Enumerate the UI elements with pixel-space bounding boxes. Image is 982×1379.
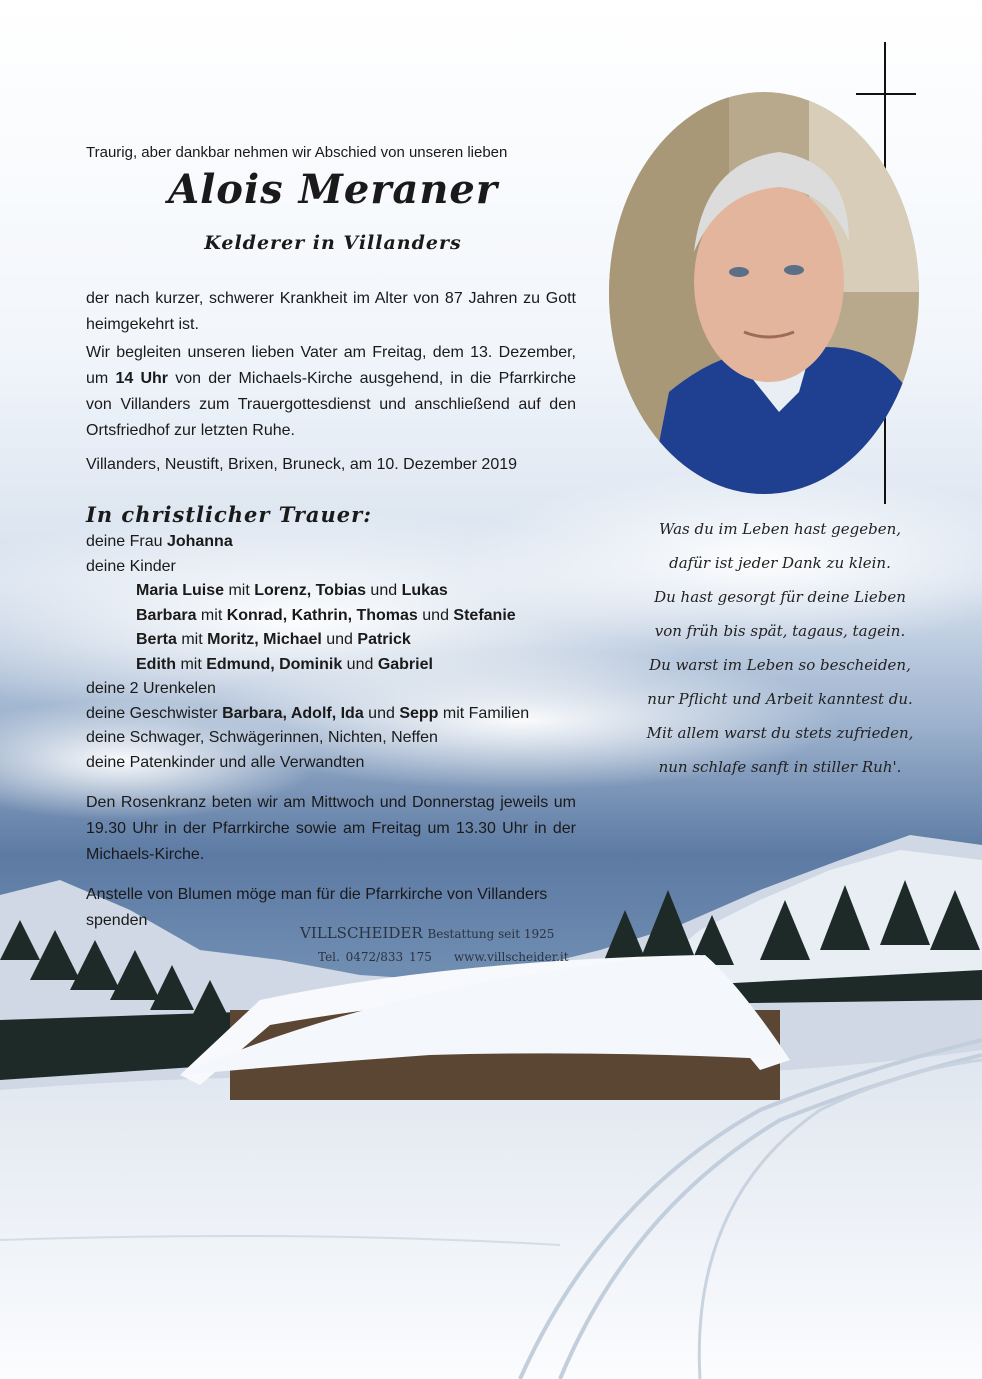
sibling-last: Sepp (399, 704, 439, 722)
child-name: Barbara (136, 606, 197, 624)
children-label: deine Kinder (86, 557, 176, 575)
poem-line: von früh bis spät, tagaus, tagein. (654, 622, 906, 640)
child-name: Berta (136, 631, 177, 648)
mit-word: mit (224, 582, 255, 599)
company-subtitle: Bestattung seit 1925 (427, 927, 555, 941)
poem-line: Mit allem warst du stets zufrieden, (646, 724, 914, 742)
portrait-photo (609, 92, 919, 494)
und-word: und (363, 704, 400, 722)
cross-icon-crossbar (856, 93, 916, 95)
child-name: Edith (136, 655, 176, 673)
great-grandchildren-row: deine 2 Urenkelen (86, 680, 216, 697)
deceased-name: Alois Meraner (168, 166, 498, 213)
mourners-list (86, 530, 586, 775)
wife-prefix: deine Frau (86, 533, 167, 550)
godchildren-row: deine Patenkinder und alle Verwandten (86, 753, 365, 771)
und-word: und (342, 655, 378, 673)
child-row (86, 653, 586, 678)
website-link[interactable]: www.villscheider.it (453, 950, 569, 964)
grandchild-last: Patrick (357, 631, 411, 648)
funeral-text-a: Wir begleiten unseren lieben Vater am Freitag, dem 13. Dezember, um (86, 344, 576, 387)
siblings-row (86, 702, 586, 727)
intro-text: Traurig, aber dankbar nehmen wir Abschied von unseren lieben (86, 144, 508, 161)
mourning-heading: In christlicher Trauer: (86, 502, 372, 527)
funeral-time: 14 Uhr (115, 370, 168, 387)
donation-paragraph: Anstelle von Blumen möge man für die Pfarrkirche von Villanders spenden (86, 886, 548, 929)
company-name: VILLSCHEIDER (300, 924, 423, 942)
mit-word: mit (176, 655, 207, 673)
grandchildren: Konrad, Kathrin, Thomas (226, 606, 418, 624)
passing-paragraph: der nach kurzer, schwerer Krankheit im Alter von 87 Jahren zu Gott heimgekehrt ist. (86, 290, 576, 333)
poem-line: Was du im Leben hast gegeben, (658, 520, 902, 538)
poem-line: Du hast gesorgt für deine Lieben (654, 588, 906, 606)
wife-name: Johanna (166, 533, 233, 550)
grandchildren: Lorenz, Tobias (254, 582, 366, 599)
child-row (86, 579, 586, 604)
mit-word: mit (176, 631, 208, 648)
poem-line: nun schlafe sanft in stiller Ruh'. (658, 758, 902, 776)
mit-word: mit (196, 606, 227, 624)
und-word: und (365, 582, 402, 599)
und-word: und (417, 606, 454, 624)
funeral-home-name (300, 924, 554, 942)
siblings-suffix: mit Familien (438, 704, 530, 722)
child-row (86, 604, 586, 629)
grandchild-last: Gabriel (377, 655, 433, 673)
memorial-poem (620, 512, 940, 784)
in-laws-row: deine Schwager, Schwägerinnen, Nichten, Neffen (86, 729, 438, 746)
rosary-paragraph: Den Rosenkranz beten wir am Mittwoch und Donnerstag jeweils um 19.30 Uhr in der Pfarrkirche sowie am Freitag um 13.30 Uhr in der Michaels-Kirche. (86, 794, 576, 863)
poem-line: nur Pflicht und Arbeit kanntest du. (647, 690, 913, 708)
funeral-text-b: von der Michaels-Kirche ausgehend, in die Pfarrkirche von Villanders zum Trauergottesdienst und anschließend auf den Ortsfriedhof zur letzten Ruhe. (86, 370, 576, 439)
place-date: Villanders, Neustift, Brixen, Bruneck, am 10. Dezember 2019 (86, 456, 518, 473)
funeral-paragraph (86, 340, 576, 444)
funeral-home-contact (318, 950, 569, 964)
grandchild-last: Lukas (401, 582, 448, 599)
wife-row (86, 530, 586, 555)
phone-number: Tel. 0472/833 175 (318, 950, 432, 964)
siblings-prefix: deine Geschwister (86, 704, 223, 722)
siblings-names: Barbara, Adolf, Ida (222, 704, 364, 722)
grandchildren: Edmund, Dominik (206, 655, 343, 673)
und-word: und (321, 631, 358, 648)
child-name: Maria Luise (136, 582, 225, 599)
child-row (86, 628, 586, 653)
poem-line: Du warst im Leben so bescheiden, (649, 656, 911, 674)
grandchild-last: Stefanie (453, 606, 516, 624)
deceased-subtitle: Kelderer in Villanders (204, 232, 462, 254)
grandchildren: Moritz, Michael (207, 631, 322, 648)
poem-line: dafür ist jeder Dank zu klein. (669, 554, 891, 572)
